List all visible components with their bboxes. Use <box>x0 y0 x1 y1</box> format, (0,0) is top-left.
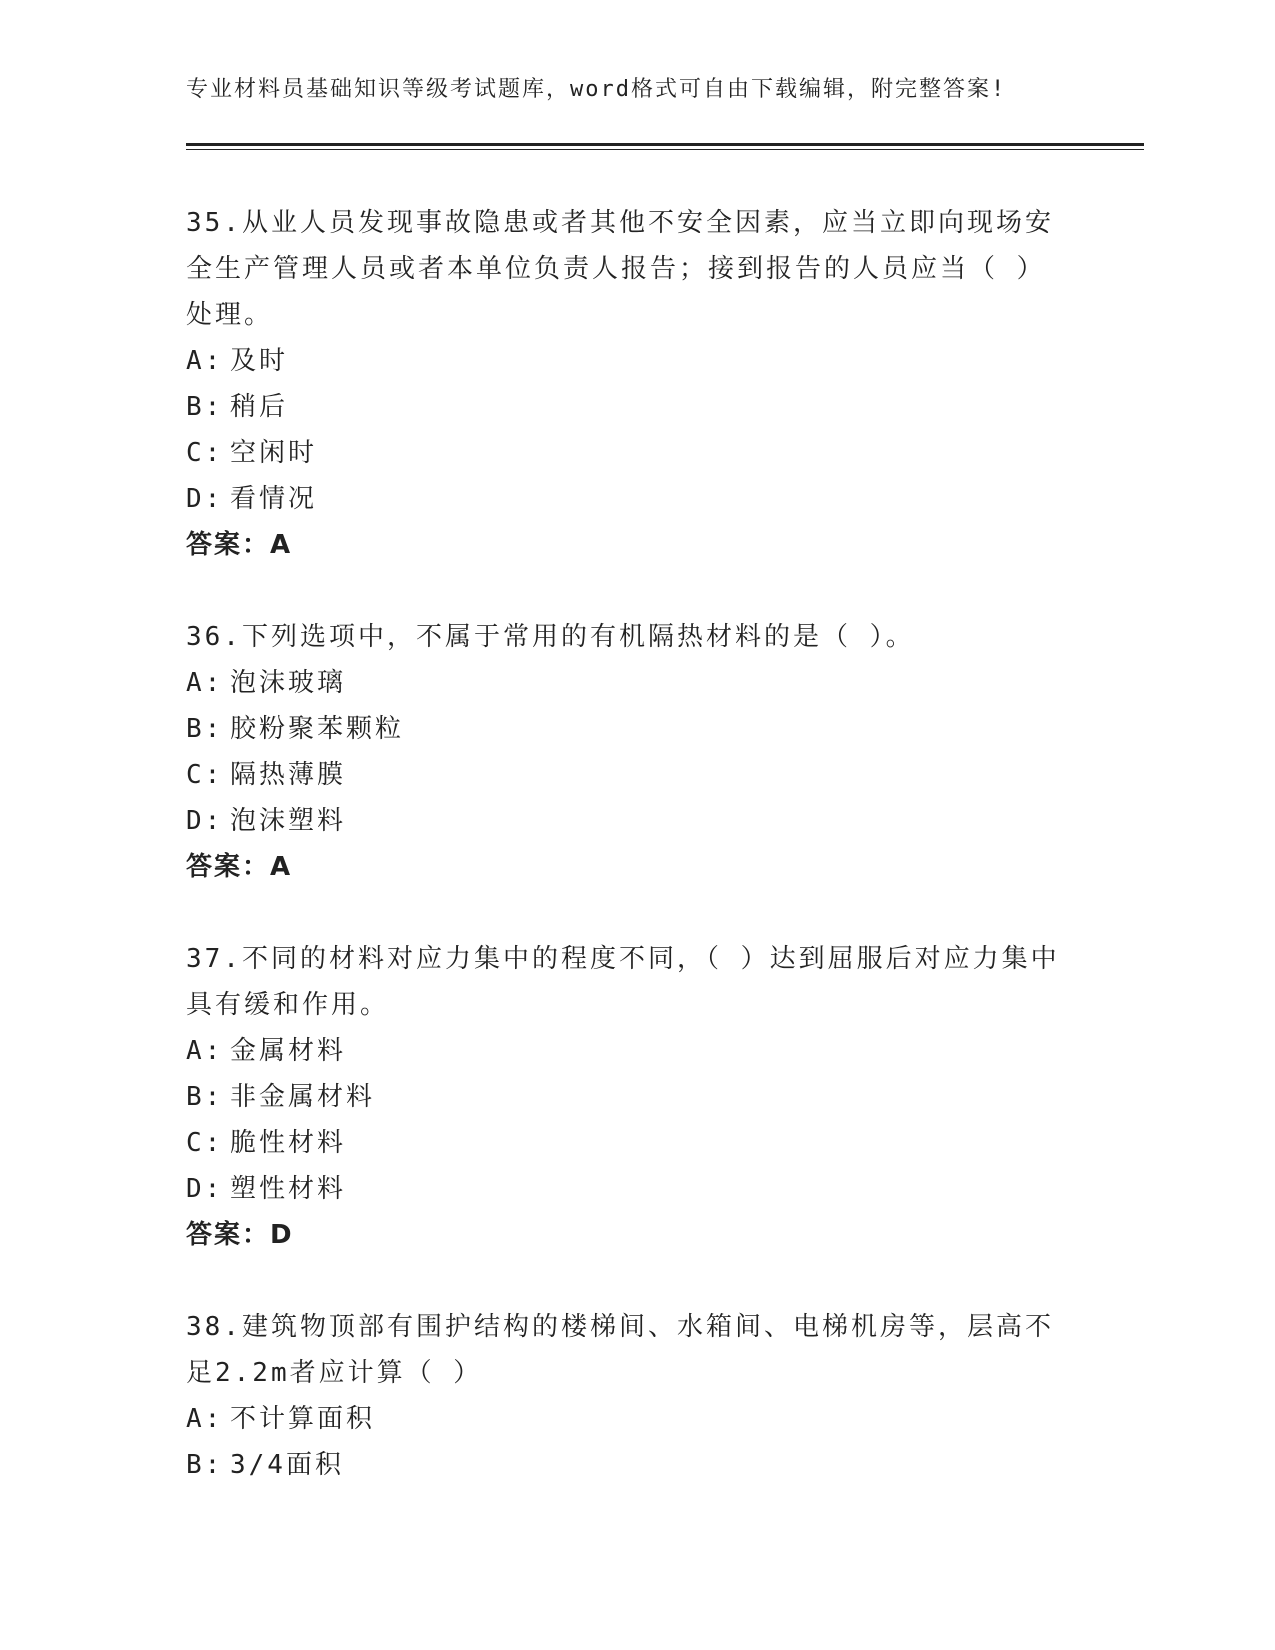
option-c <box>186 752 1066 798</box>
option-text: 脆性材料 <box>230 1128 347 1158</box>
option-key: A: <box>186 1404 224 1434</box>
option-text: 泡沫玻璃 <box>230 668 347 698</box>
answer-label: 答案：A <box>186 530 293 560</box>
option-text: 泡沫塑料 <box>230 806 347 836</box>
option-key: B: <box>186 392 224 422</box>
option-text: 空闲时 <box>230 438 318 468</box>
option-c <box>186 430 1066 476</box>
option-b <box>186 706 1066 752</box>
option-text: 看情况 <box>230 484 318 514</box>
option-text: 隔热薄膜 <box>230 760 347 790</box>
option-d <box>186 476 1066 522</box>
option-key: A: <box>186 346 224 376</box>
option-key: C: <box>186 760 224 790</box>
option-key: A: <box>186 668 224 698</box>
option-text: 不计算面积 <box>230 1404 376 1434</box>
question-stem: 38.建筑物顶部有围护结构的楼梯间、水箱间、电梯机房等，层高不足2.2m者应计算（ ） <box>186 1312 1054 1388</box>
option-key: B: <box>186 714 224 744</box>
option-key: C: <box>186 438 224 468</box>
question-36 <box>186 614 1066 890</box>
option-c <box>186 1120 1066 1166</box>
header-divider-thick <box>186 143 1144 146</box>
option-text: 3/4面积 <box>230 1450 344 1480</box>
question-stem: 36.下列选项中，不属于常用的有机隔热材料的是（ ）。 <box>186 622 915 652</box>
option-d <box>186 798 1066 844</box>
question-38 <box>186 1304 1066 1488</box>
option-a <box>186 1396 1066 1442</box>
option-key: D: <box>186 484 224 514</box>
option-b <box>186 1442 1066 1488</box>
option-a <box>186 338 1066 384</box>
question-list <box>186 200 1066 1534</box>
question-stem: 37.不同的材料对应力集中的程度不同，（ ）达到屈服后对应力集中具有缓和作用。 <box>186 944 1060 1020</box>
option-text: 稍后 <box>230 392 289 422</box>
option-text: 及时 <box>230 346 289 376</box>
header-divider-thin <box>186 149 1144 150</box>
option-key: B: <box>186 1450 224 1480</box>
option-text: 胶粉聚苯颗粒 <box>230 714 405 744</box>
option-key: D: <box>186 806 224 836</box>
option-key: C: <box>186 1128 224 1158</box>
header-title: 专业材料员基础知识等级考试题库，word格式可自由下载编辑，附完整答案! <box>186 77 1007 102</box>
option-key: B: <box>186 1082 224 1112</box>
option-a <box>186 660 1066 706</box>
answer-label: 答案：A <box>186 852 293 882</box>
option-b <box>186 384 1066 430</box>
option-b <box>186 1074 1066 1120</box>
option-text: 金属材料 <box>230 1036 347 1066</box>
option-key: A: <box>186 1036 224 1066</box>
question-37 <box>186 936 1066 1258</box>
option-text: 非金属材料 <box>230 1082 376 1112</box>
option-key: D: <box>186 1174 224 1204</box>
option-a <box>186 1028 1066 1074</box>
question-stem: 35.从业人员发现事故隐患或者其他不安全因素，应当立即向现场安全生产管理人员或者本单位负责人报告；接到报告的人员应当（ ）处理。 <box>186 208 1054 330</box>
question-35 <box>186 200 1066 568</box>
option-text: 塑性材料 <box>230 1174 347 1204</box>
option-d <box>186 1166 1066 1212</box>
answer-label: 答案：D <box>186 1220 294 1250</box>
